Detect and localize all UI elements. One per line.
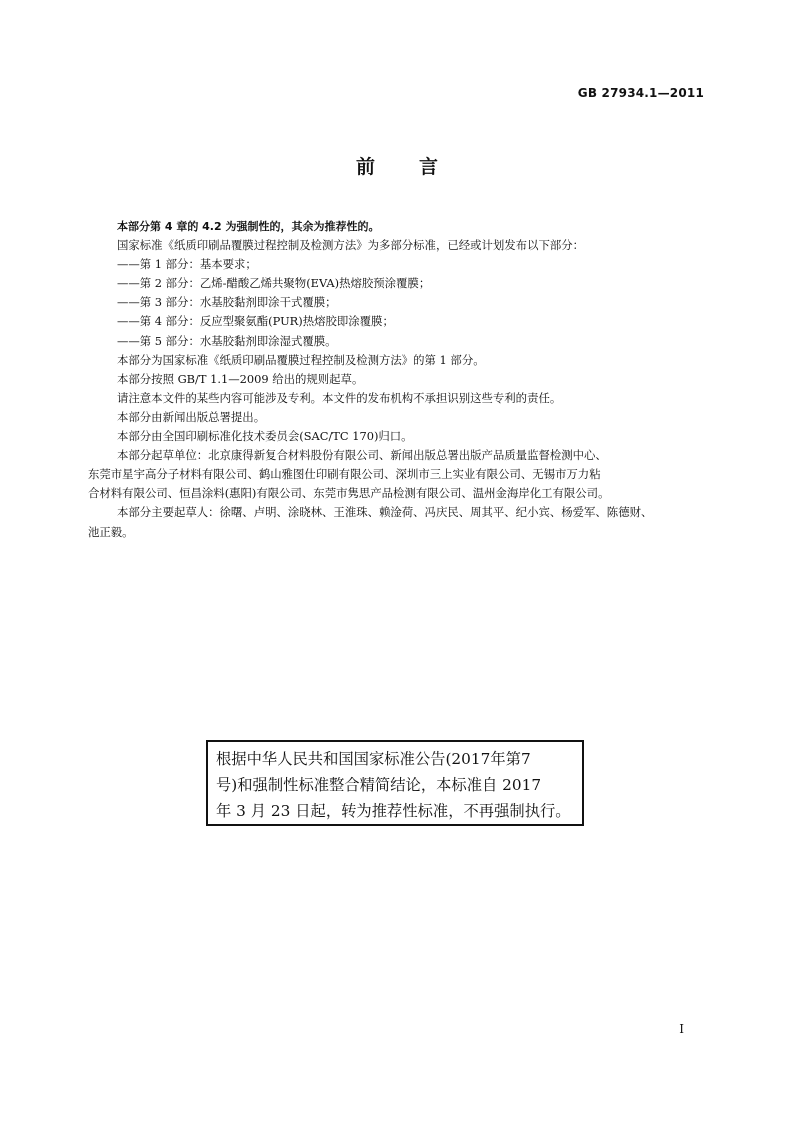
notice-line: 年 3 月 23 日起，转为推荐性标准，不再强制执行。 (216, 802, 571, 820)
notice-box (206, 740, 584, 826)
part-list-item: ——第 2 部分：乙烯-醋酸乙烯共聚物(EVA)热熔胶预涂覆膜； (117, 276, 431, 291)
rules-statement: 本部分按照 GB/T 1.1—2009 给出的规则起草。 (117, 371, 364, 386)
part-list-item: ——第 4 部分：反应型聚氨酯(PUR)热熔胶即涂覆膜； (117, 314, 394, 329)
series-statement: 国家标准《纸质印刷品覆膜过程控制及检测方法》为多部分标准，已经或计划发布以下部分： (117, 238, 585, 253)
patent-statement: 请注意本文件的某些内容可能涉及专利。本文件的发布机构不承担识别这些专利的责任。 (117, 390, 562, 405)
title-part-1: 前 (355, 156, 375, 178)
part-list-item: ——第 5 部分：水基胶黏剂即涂湿式覆膜。 (117, 333, 337, 348)
notice-line: 根据中华人民共和国国家标准公告(2017年第7 (216, 750, 531, 768)
proposed-by: 本部分由新闻出版总署提出。 (117, 409, 266, 424)
centralized-by: 本部分由全国印刷标准化技术委员会(SAC/TC 170)归口。 (117, 429, 413, 444)
part-list-item: ——第 1 部分：基本要求； (117, 257, 257, 272)
drafting-units-line: 东莞市星宇高分子材料有限公司、鹤山雅图仕印刷有限公司、深圳市三上实业有限公司、无锡市万力粘 (88, 467, 601, 482)
page-number: I (679, 1022, 684, 1036)
title-part-2: 言 (419, 156, 439, 178)
part-of-statement: 本部分为国家标准《纸质印刷品覆膜过程控制及检测方法》的第 1 部分。 (117, 352, 485, 367)
mandatory-statement: 本部分第 4 章的 4.2 为强制性的，其余为推荐性的。 (117, 220, 380, 233)
part-list-item: ——第 3 部分：水基胶黏剂即涂干式覆膜； (117, 295, 337, 310)
foreword-body (88, 217, 709, 542)
page-title (0, 152, 794, 179)
drafters-line: 本部分主要起草人：徐曙、卢明、涂晓林、王淮珠、赖淦荷、冯庆民、周其平、纪小宾、杨爱军、陈德财、 (117, 505, 653, 520)
drafting-units-line: 合材料有限公司、恒昌涂料(惠阳)有限公司、东莞市隽思产品检测有限公司、温州金海岸化工有限公司。 (88, 486, 610, 501)
standard-code: GB 27934.1—2011 (577, 86, 704, 100)
drafting-units-line: 本部分起草单位：北京康得新复合材料股份有限公司、新闻出版总署出版产品质量监督检测中心、 (117, 448, 607, 463)
notice-line: 号)和强制性标准整合精简结论，本标准自 2017 (216, 776, 542, 794)
drafters-line: 池正毅。 (88, 524, 134, 539)
